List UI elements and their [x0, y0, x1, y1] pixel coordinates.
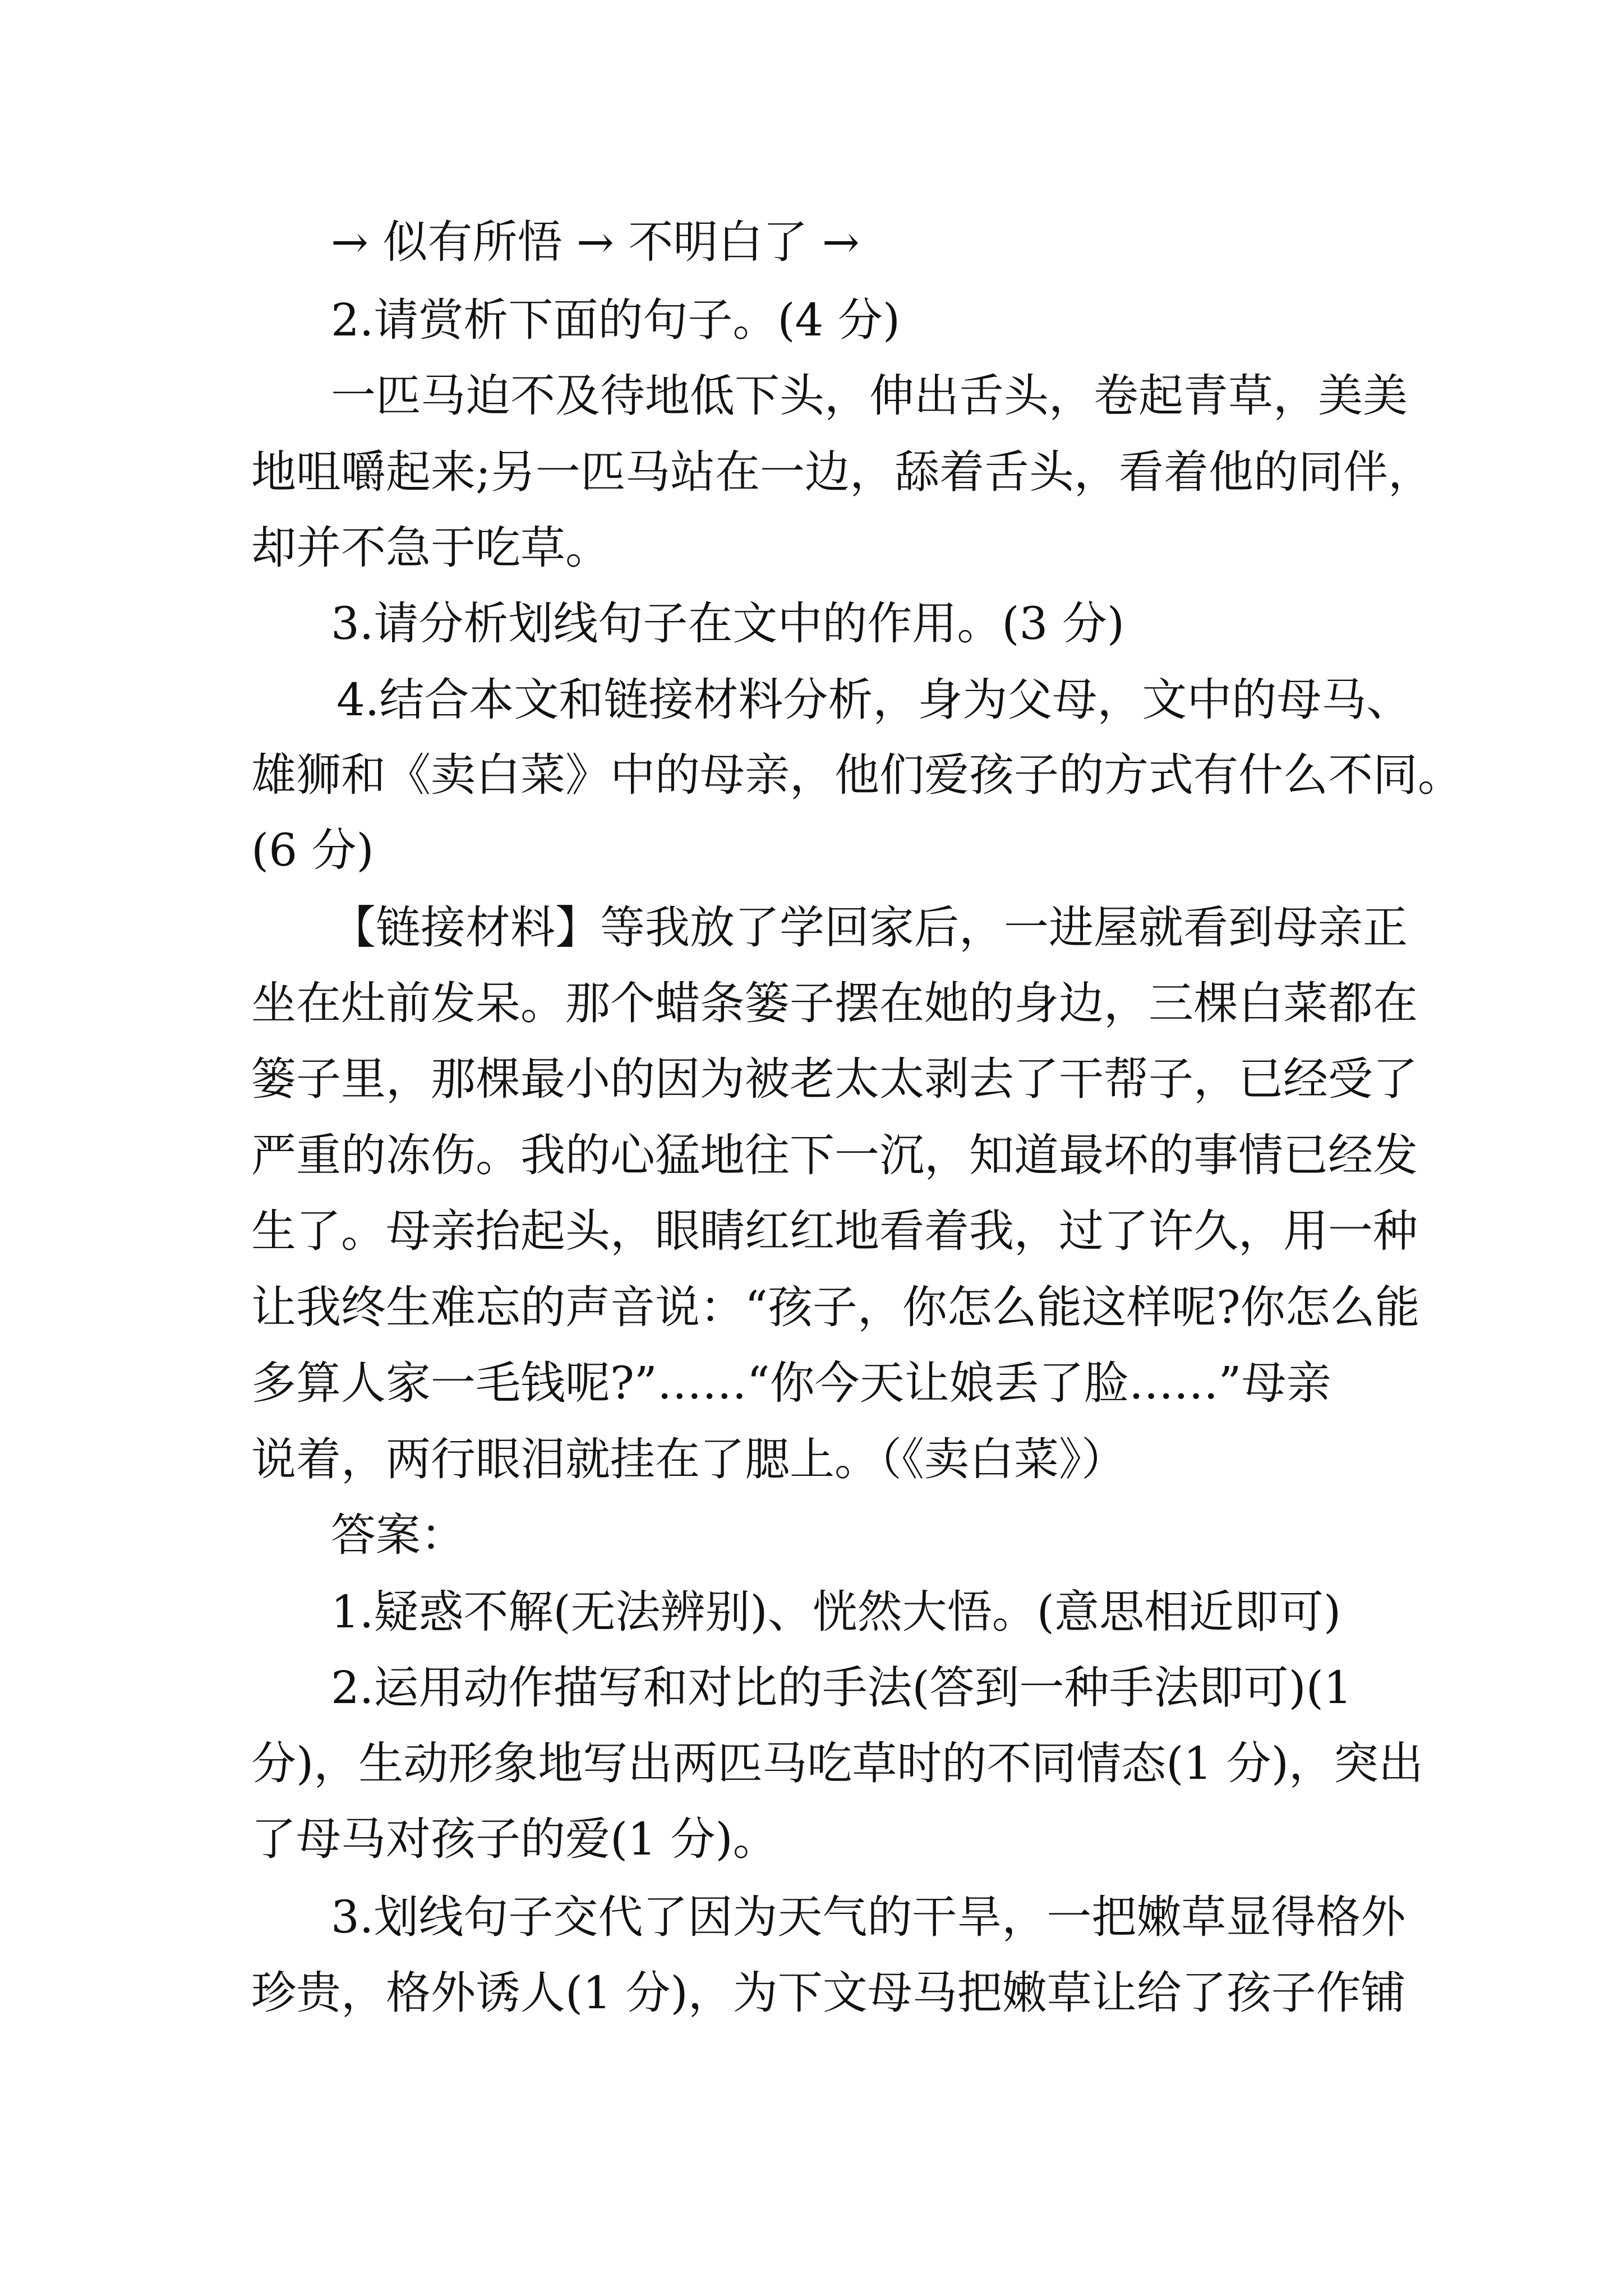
text-line: 生了。母亲抬起头，眼睛红红地看着我，过了许久，用一种 [251, 1205, 1418, 1257]
text-line: 却并不急于吃草。 [251, 522, 610, 574]
text-line: 珍贵，格外诱人(1 分)，为下文母马把嫩草让给了孩子作铺 [251, 1967, 1406, 2019]
text-line: 分)，生动形象地写出两匹马吃草时的不同情态(1 分)，突出 [251, 1737, 1423, 1789]
linked-material: 【链接材料】等我放了学回家后，一进屋就看到母亲正 [331, 901, 1408, 954]
answer-2: 2.运用动作描写和对比的手法(答到一种手法即可)(1 [331, 1662, 1352, 1714]
text-line: → 似有所悟 → 不明白了 → [331, 216, 860, 268]
text-line: 让我终生难忘的声音说：“孩子，你怎么能这样呢?你怎么能 [251, 1281, 1420, 1333]
text-line: 坐在灶前发呆。那个蜡条篓子摆在她的身边，三棵白菜都在 [251, 977, 1418, 1029]
question-2: 2.请赏析下面的句子。(4 分) [331, 294, 901, 346]
text-line: 篓子里，那棵最小的因为被老太太剥去了干帮子，已经受了 [251, 1053, 1418, 1105]
question-4: 4.结合本文和链接材料分析，身为父母，文中的母马、 [336, 674, 1412, 726]
text-line: 地咀嚼起来;另一匹马站在一边，舔着舌头，看着他的同伴， [251, 446, 1433, 498]
text-line: 严重的冻伤。我的心猛地往下一沉，知道最坏的事情已经发 [251, 1129, 1418, 1181]
text-line: 说着，两行眼泪就挂在了腮上。（《卖白菜》） [251, 1433, 1126, 1485]
answer-1: 1.疑惑不解(无法辨别)、恍然大悟。(意思相近即可) [331, 1586, 1341, 1638]
text-line: 雄狮和《卖白菜》中的母亲，他们爱孩子的方式有什么不同。 [251, 749, 1463, 801]
answers-heading: 答案： [331, 1509, 465, 1561]
text-line: 一匹马迫不及待地低下头，伸出舌头，卷起青草，美美 [331, 370, 1408, 422]
text-line: (6 分) [251, 824, 374, 876]
text-line: 多算人家一毛钱呢?”……“你今天让娘丢了脸……”母亲 [251, 1357, 1331, 1409]
question-3: 3.请分析划线句子在文中的作用。(3 分) [331, 597, 1125, 650]
answer-3: 3.划线句子交代了因为天气的干旱，一把嫩草显得格外 [331, 1891, 1406, 1943]
text-line: 了母马对孩子的爱(1 分)。 [251, 1813, 778, 1865]
